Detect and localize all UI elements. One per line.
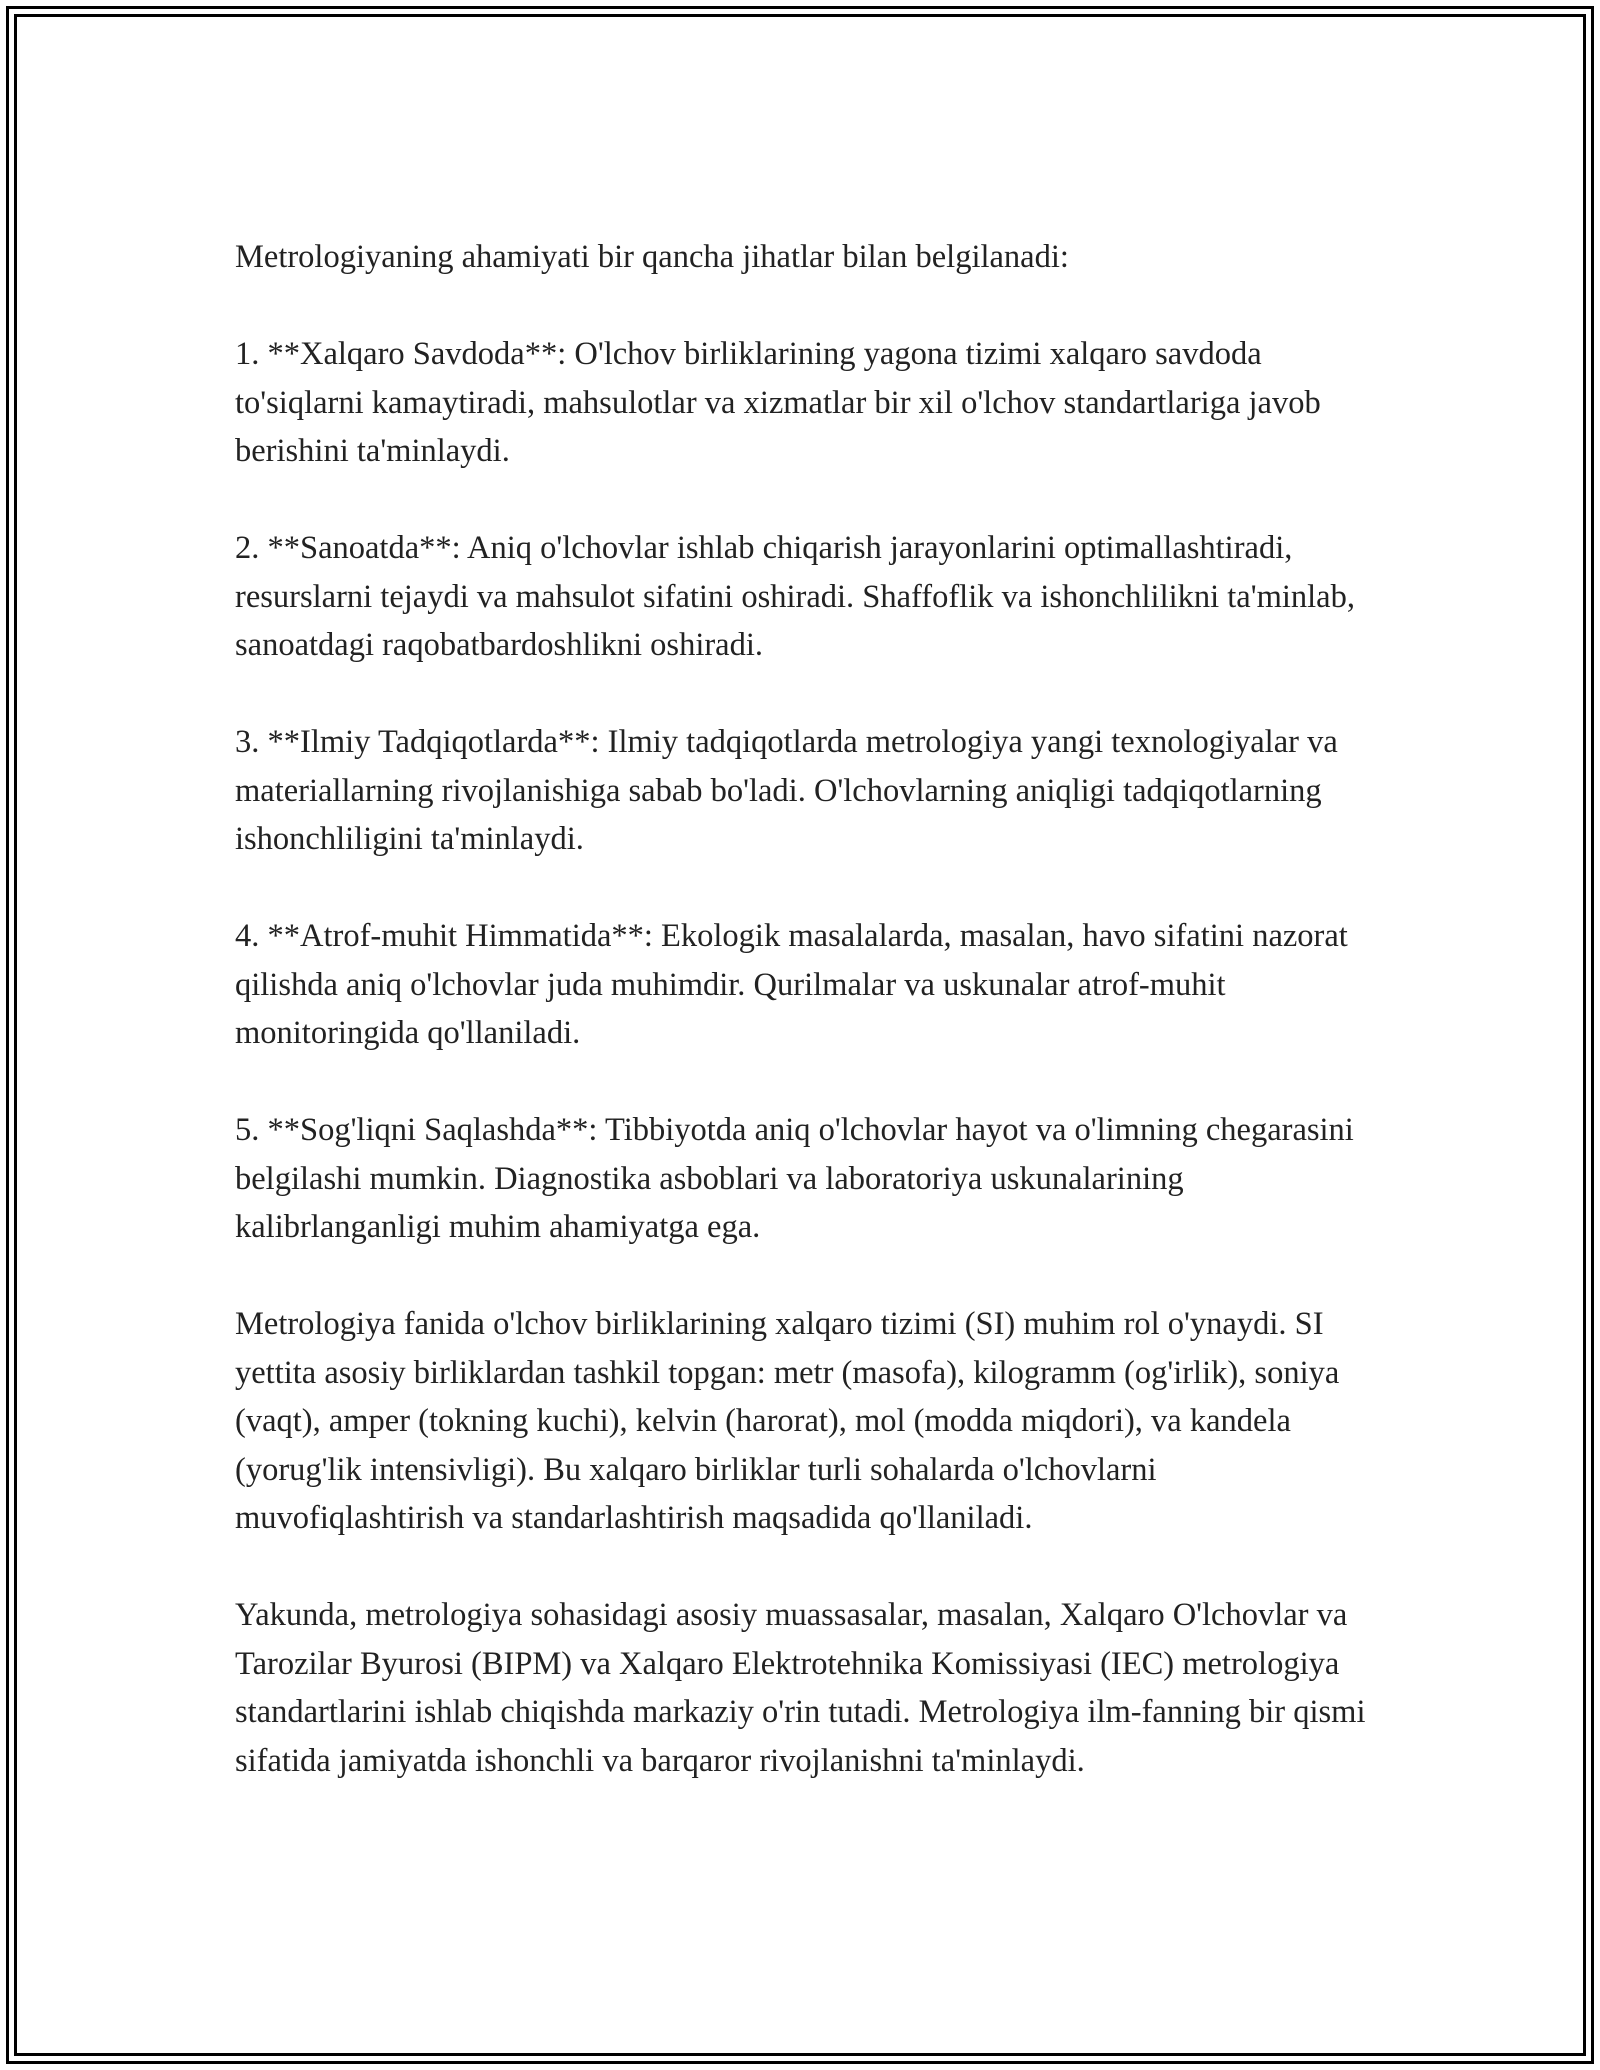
document-body — [235, 233, 1385, 1785]
list-item-health: 5. **Sog'liqni Saqlashda**: Tibbiyotda aniq o'lchovlar hayot va o'limning chegarasini belgilashi mumkin. Diagnostika asboblari va laboratoriya uskunalarining kalibrlanganligi muhim ahamiyatga ega. — [235, 1112, 1354, 1245]
list-item-environment: 4. **Atrof-muhit Himmatida**: Ekologik masalalarda, masalan, havo sifatini nazorat qilishda aniq o'lchovlar juda muhimdir. Qurilmalar va uskunalar atrof-muhit monitoringida qo'llaniladi. — [235, 918, 1348, 1051]
list-item-trade: 1. **Xalqaro Savdoda**: O'lchov birliklarining yagona tizimi xalqaro savdoda to'siqlarni kamaytiradi, mahsulotlar va xizmatlar bir xil o'lchov standartlariga javob berishini ta'minlaydi. — [235, 336, 1321, 469]
list-item-research: 3. **Ilmiy Tadqiqotlarda**: Ilmiy tadqiqotlarda metrologiya yangi texnologiyalar va materiallarning rivojlanishiga sabab bo'ladi. O'lchovlarning aniqligi tadqiqotlarning ishonchliligini ta'minlaydi. — [235, 724, 1338, 857]
conclusion-paragraph: Yakunda, metrologiya sohasidagi asosiy muassasalar, masalan, Xalqaro O'lchovlar va Tarozilar Byurosi (BIPM) va Xalqaro Elektrotehnika Komissiyasi (IEC) metrologiya standartlarini ishlab chiqishda markaziy o'rin tutadi. Metrologiya ilm-fanning bir qismi sifatida jamiyatda ishonchli va barqaror rivojlanishni ta'minlaydi. — [235, 1597, 1366, 1779]
list-item-industry: 2. **Sanoatda**: Aniq o'lchovlar ishlab chiqarish jarayonlarini optimallashtiradi, resurslarni tejaydi va mahsulot sifatini oshiradi. Shaffoflik va ishonchlilikni ta'minlab, sanoatdagi raqobatbardoshlikni oshiradi. — [235, 530, 1355, 663]
intro-paragraph: Metrologiyaning ahamiyati bir qancha jihatlar bilan belgilanadi: — [235, 239, 1069, 275]
si-paragraph: Metrologiya fanida o'lchov birliklarining xalqaro tizimi (SI) muhim rol o'ynaydi. SI yettita asosiy birliklardan tashkil topgan: metr (masofa), kilogramm (og'irlik), soniya (vaqt), amper (tokning kuchi), kelvin (harorat), mol (modda miqdori), va kandela (yorug'lik intensivligi). Bu xalqaro birliklar turli sohalarda o'lchovlarni muvofiqlashtirish va standarlashtirish maqsadida qo'llaniladi. — [235, 1306, 1340, 1536]
